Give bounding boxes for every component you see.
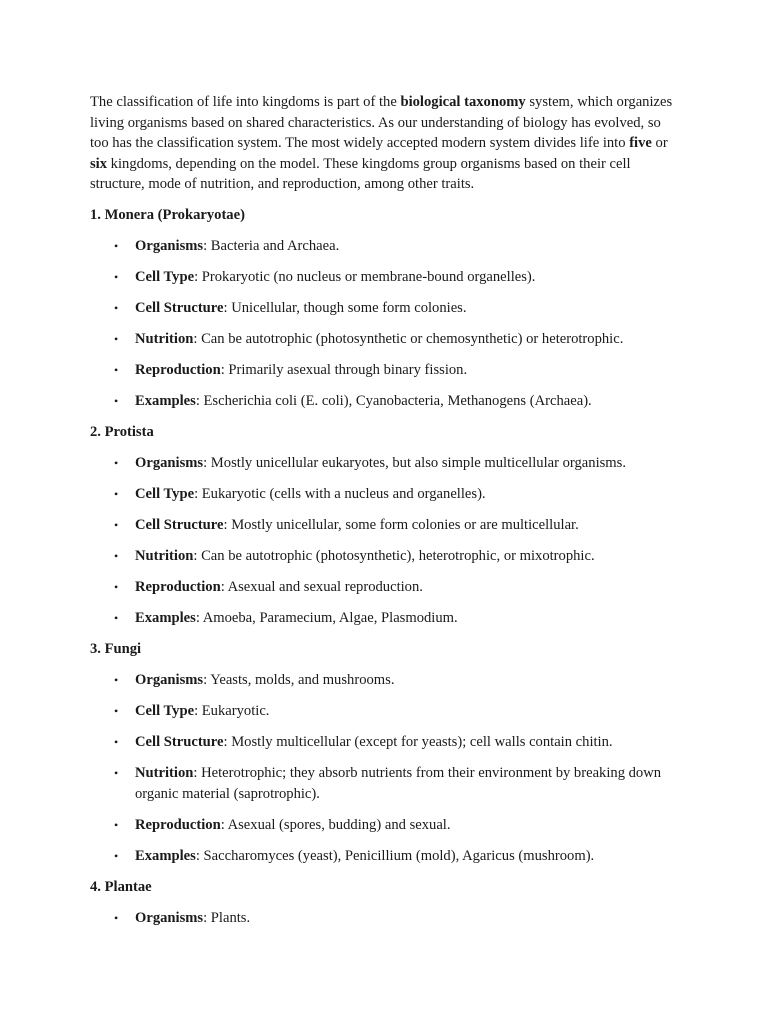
item-text: : Mostly multicellular (except for yeasts); cell walls contain chitin. (223, 733, 613, 750)
list-item (90, 908, 682, 929)
intro-text-2: system, which organizes living organisms based on shared characteristics. As our understanding of biology has evolved, so too has the classification system. The most widely accepted modern system divides life into (90, 94, 673, 152)
item-text: : Escherichia coli (E. coli), Cyanobacteria, Methanogens (Archaea). (195, 392, 592, 409)
list-item (90, 391, 682, 412)
section-heading: 2. Protista (90, 423, 154, 440)
item-label: Nutrition (135, 330, 194, 347)
item-label: Reproduction (135, 361, 221, 378)
section-monera (90, 205, 682, 412)
list-item (90, 546, 682, 567)
item-text: : Unicellular, though some form colonies. (223, 299, 467, 316)
intro-bold-six: six (90, 155, 108, 172)
bullet-icon: • (114, 910, 119, 925)
bullet-icon: • (114, 486, 119, 501)
item-label: Cell Type (135, 485, 195, 502)
item-text: : Eukaryotic. (194, 702, 270, 719)
bullet-icon: • (114, 703, 119, 718)
bullet-icon: • (114, 269, 119, 284)
list-item (90, 329, 682, 350)
intro-bold-five: five (629, 135, 652, 152)
item-label: Organisms (135, 454, 204, 471)
bullet-icon: • (114, 765, 119, 780)
intro-paragraph (90, 92, 682, 195)
item-text: : Plants. (203, 909, 251, 926)
bullet-icon: • (114, 455, 119, 470)
list-item (90, 453, 682, 474)
list-item (90, 670, 682, 691)
item-text: : Heterotrophic; they absorb nutrients from their environment by breaking down organic material (saprotrophic). (135, 764, 662, 802)
item-label: Organisms (135, 237, 204, 254)
bullet-icon: • (114, 610, 119, 625)
section-plantae (90, 877, 682, 929)
item-text: : Mostly unicellular eukaryotes, but also simple multicellular organisms. (203, 454, 626, 471)
item-text: : Saccharomyces (yeast), Penicillium (mold), Agaricus (mushroom). (195, 847, 595, 864)
bullet-icon: • (114, 848, 119, 863)
bullet-icon: • (114, 300, 119, 315)
item-text: : Eukaryotic (cells with a nucleus and organelles). (194, 485, 486, 502)
intro-text-1: The classification of life into kingdoms is part of the (90, 94, 401, 110)
list-item (90, 484, 682, 505)
item-text: : Bacteria and Archaea. (203, 237, 340, 254)
item-list (90, 453, 682, 629)
item-label: Cell Structure (135, 516, 224, 533)
bullet-icon: • (114, 331, 119, 346)
item-text: : Asexual and sexual reproduction. (220, 578, 423, 595)
list-item (90, 236, 682, 257)
item-list (90, 670, 682, 867)
item-label: Nutrition (135, 547, 194, 564)
item-label: Nutrition (135, 764, 194, 781)
bullet-icon: • (114, 672, 119, 687)
section-heading: 3. Fungi (90, 640, 142, 657)
list-item (90, 577, 682, 598)
item-text: : Primarily asexual through binary fission. (220, 361, 468, 378)
list-item (90, 763, 682, 805)
item-label: Cell Type (135, 268, 195, 285)
list-item (90, 515, 682, 536)
item-text: : Prokaryotic (no nucleus or membrane-bound organelles). (194, 268, 536, 285)
section-fungi (90, 639, 682, 867)
bullet-icon: • (114, 362, 119, 377)
section-heading: 4. Plantae (90, 878, 152, 895)
bullet-icon: • (114, 579, 119, 594)
item-list (90, 908, 682, 929)
intro-bold-biological-taxonomy: biological taxonomy (400, 94, 526, 110)
item-label: Examples (135, 609, 196, 626)
list-item (90, 732, 682, 753)
list-item (90, 846, 682, 867)
item-label: Examples (135, 847, 196, 864)
item-text: : Amoeba, Paramecium, Algae, Plasmodium. (195, 609, 458, 626)
item-label: Reproduction (135, 578, 221, 595)
list-item (90, 360, 682, 381)
list-item (90, 815, 682, 836)
item-list (90, 236, 682, 412)
item-text: : Yeasts, molds, and mushrooms. (203, 671, 395, 688)
item-label: Cell Type (135, 702, 195, 719)
bullet-icon: • (114, 517, 119, 532)
item-label: Organisms (135, 909, 204, 926)
bullet-icon: • (114, 393, 119, 408)
list-item (90, 267, 682, 288)
item-text: : Asexual (spores, budding) and sexual. (220, 816, 451, 833)
item-label: Organisms (135, 671, 204, 688)
list-item (90, 608, 682, 629)
section-protista (90, 422, 682, 629)
bullet-icon: • (114, 734, 119, 749)
item-text: : Can be autotrophic (photosynthetic or chemosynthetic) or heterotrophic. (193, 330, 624, 347)
bullet-icon: • (114, 817, 119, 832)
item-label: Reproduction (135, 816, 221, 833)
document-page (90, 92, 682, 939)
item-label: Examples (135, 392, 196, 409)
item-label: Cell Structure (135, 299, 224, 316)
intro-text-4: kingdoms, depending on the model. These kingdoms group organisms based on their cell structure, mode of nutrition, and reproduction, among other traits. (90, 155, 631, 193)
list-item (90, 701, 682, 722)
item-text: : Can be autotrophic (photosynthetic), heterotrophic, or mixotrophic. (193, 547, 595, 564)
bullet-icon: • (114, 548, 119, 563)
item-text: : Mostly unicellular, some form colonies or are multicellular. (223, 516, 579, 533)
section-heading: 1. Monera (Prokaryotae) (90, 206, 245, 223)
item-label: Cell Structure (135, 733, 224, 750)
intro-text-3: or (651, 135, 668, 152)
bullet-icon: • (114, 238, 119, 253)
list-item (90, 298, 682, 319)
